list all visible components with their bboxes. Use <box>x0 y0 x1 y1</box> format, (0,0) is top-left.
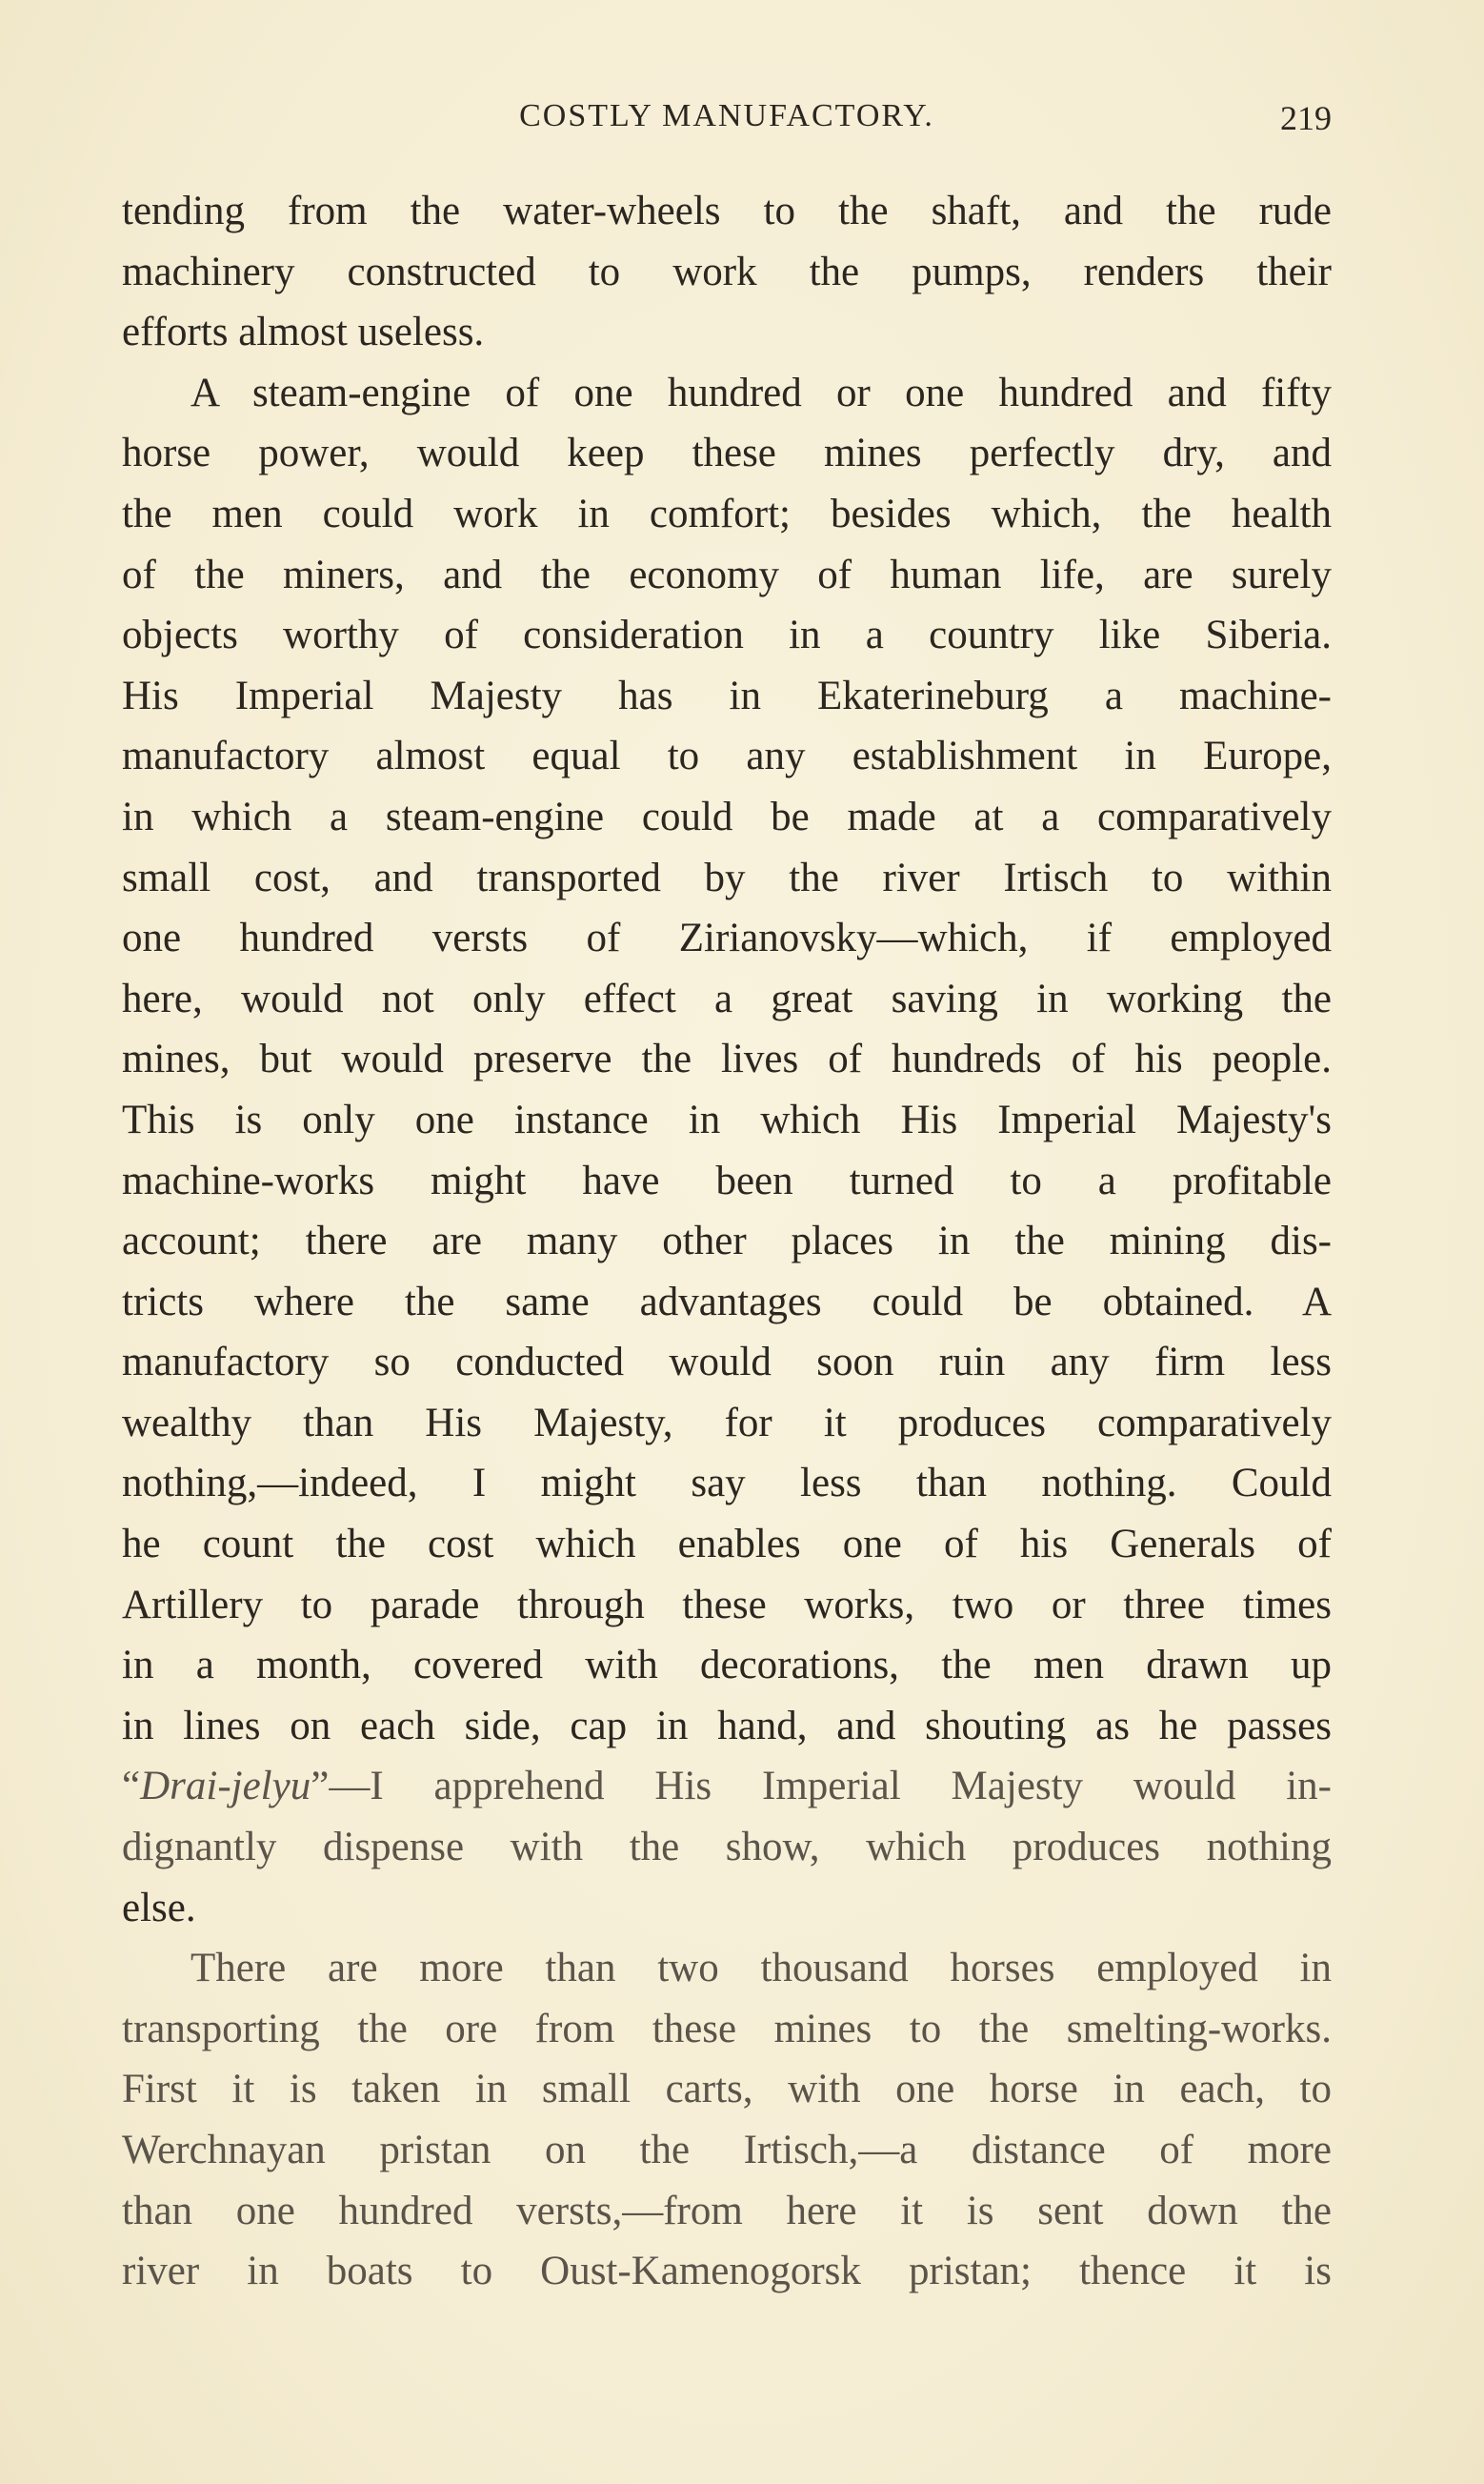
text-line-23: he count the cost which enables one of his Generals of <box>122 1522 1332 1567</box>
text-line-32: First it is taken in small carts, with one horse in each, to <box>122 2067 1332 2112</box>
text-line-30: There are more than two thousand horses employed in <box>191 1946 1332 1991</box>
text-line-7: of the miners, and the economy of human life, are surely <box>122 552 1332 597</box>
page-header <box>122 91 1332 138</box>
text-line-27 <box>122 1756 1332 1817</box>
text-line-2: machinery constructed to work the pumps, renders their <box>122 249 1332 294</box>
text-line-17: machine-works might have been turned to a profitable <box>122 1158 1332 1203</box>
quote-close: ” <box>311 1764 330 1809</box>
page-number: 219 <box>1280 99 1332 137</box>
text-line-10: manufactory almost equal to any establishment in Europe, <box>122 734 1332 779</box>
text-line-1: tending from the water-wheels to the shaft, and the rude <box>122 189 1332 233</box>
text-line-11: in which a steam-engine could be made at a comparatively <box>122 794 1332 839</box>
text-line-33: Werchnayan pristan on the Irtisch,—a distance of more <box>122 2128 1332 2172</box>
body-text <box>122 181 1332 2302</box>
text-line-6: the men could work in comfort; besides which, the health <box>122 491 1332 536</box>
quoted-word: Drai-jelyu <box>140 1764 311 1809</box>
running-head: COSTLY MANUFACTORY. <box>519 98 934 133</box>
text-line-26: in lines on each side, cap in hand, and shouting as he passes <box>122 1703 1332 1748</box>
text-line-20: manufactory so conducted would soon ruin any firm less <box>122 1340 1332 1385</box>
text-line-22: nothing,—indeed, I might say less than nothing. Could <box>122 1461 1332 1506</box>
text-line-34: than one hundred versts,—from here it is sent down the <box>122 2188 1332 2233</box>
text-line-27-rest: —I apprehend His Imperial Majesty would in- <box>329 1764 1332 1809</box>
text-line-12: small cost, and transported by the river Irtisch to within <box>122 855 1332 900</box>
text-line-24: Artillery to parade through these works, two or three times <box>122 1582 1332 1627</box>
text-line-28: dignantly dispense with the show, which produces nothing <box>122 1825 1332 1870</box>
text-line-29: else. <box>122 1885 196 1930</box>
text-line-19: tricts where the same advantages could be obtained. A <box>122 1279 1332 1324</box>
text-line-31: transporting the ore from these mines to the smelting-works. <box>122 2006 1332 2051</box>
text-line-3: efforts almost useless. <box>122 310 485 355</box>
text-line-21: wealthy than His Majesty, for it produces comparatively <box>122 1400 1332 1445</box>
text-line-16: This is only one instance in which His Imperial Majesty's <box>122 1097 1332 1142</box>
text-line-18: account; there are many other places in the mining dis- <box>122 1219 1332 1264</box>
text-line-13: one hundred versts of Zirianovsky—which, if employed <box>122 916 1332 961</box>
text-line-25: in a month, covered with decorations, the men drawn up <box>122 1643 1332 1688</box>
text-line-5: horse power, would keep these mines perfectly dry, and <box>122 431 1332 476</box>
text-line-35: river in boats to Oust-Kamenogorsk pristan; thence it is <box>122 2249 1332 2294</box>
text-line-15: mines, but would preserve the lives of hundreds of his people. <box>122 1037 1332 1082</box>
quote-open: “ <box>122 1764 141 1809</box>
text-line-4: A steam-engine of one hundred or one hundred and fifty <box>191 370 1332 415</box>
text-line-14: here, would not only effect a great saving in working the <box>122 976 1332 1021</box>
text-line-9: His Imperial Majesty has in Ekaterineburg a machine- <box>122 673 1332 718</box>
text-line-8: objects worthy of consideration in a country like Siberia. <box>122 613 1332 658</box>
